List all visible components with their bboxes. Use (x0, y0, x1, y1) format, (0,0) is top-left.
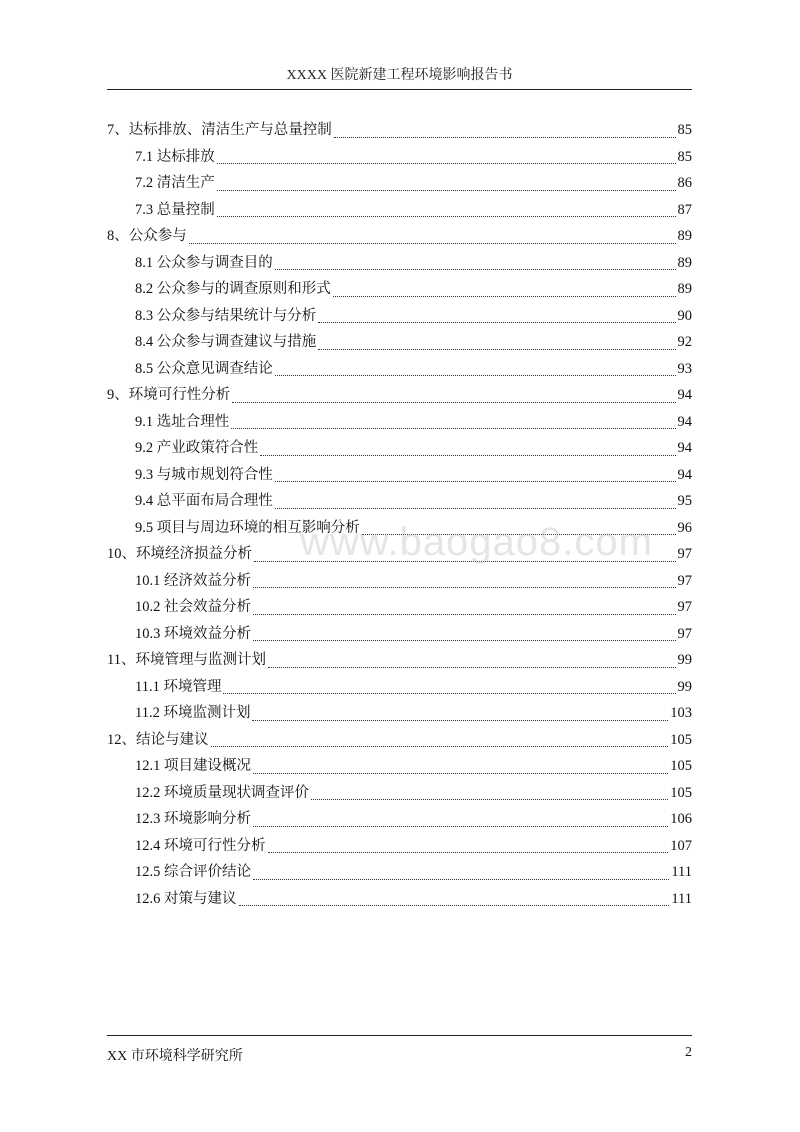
page-header-title: XXXX 医院新建工程环境影响报告书 (286, 68, 513, 83)
toc-dot-leader (275, 250, 676, 270)
toc-entry-page: 87 (677, 201, 692, 218)
toc-entry-label: 9.1 选址合理性 (135, 413, 230, 430)
toc-chapter-entry[interactable] (107, 117, 692, 144)
toc-section-entry[interactable] (107, 144, 692, 171)
toc-entry-label: 7.2 清洁生产 (135, 175, 215, 191)
toc-dot-leader (253, 807, 668, 827)
toc-entry-page: 97 (677, 546, 692, 562)
toc-entry-label: 12、结论与建议 (107, 731, 209, 748)
toc-dot-leader (253, 621, 676, 641)
toc-entry-label: 9.5 项目与周边环境的相互影响分析 (135, 519, 360, 536)
toc-section-entry[interactable] (107, 276, 692, 303)
toc-section-entry[interactable] (107, 621, 692, 648)
toc-entry-label: 8.5 公众意见调查结论 (135, 360, 273, 377)
toc-entry-page: 107 (670, 837, 692, 854)
toc-chapter-entry[interactable] (107, 727, 692, 754)
toc-entry-label: 12.3 环境影响分析 (135, 811, 251, 827)
toc-entry-label: 12.6 对策与建议 (135, 890, 237, 907)
toc-entry-label: 7.3 总量控制 (135, 201, 215, 218)
toc-entry-label: 10.2 社会效益分析 (135, 599, 251, 615)
toc-section-entry[interactable] (107, 197, 692, 224)
toc-section-entry[interactable] (107, 806, 692, 833)
toc-entry-label: 8.4 公众参与调查建议与措施 (135, 334, 317, 350)
toc-entry-label: 11.2 环境监测计划 (135, 705, 251, 721)
table-of-contents (107, 117, 692, 912)
toc-dot-leader (253, 754, 668, 774)
toc-section-entry[interactable] (107, 356, 692, 383)
toc-entry-page: 94 (677, 413, 692, 430)
toc-entry-page: 111 (671, 890, 692, 907)
toc-dot-leader (252, 701, 668, 721)
toc-entry-page: 105 (670, 758, 692, 774)
toc-dot-leader (318, 303, 675, 323)
toc-dot-leader (231, 409, 675, 429)
toc-entry-label: 9.4 总平面布局合理性 (135, 493, 273, 509)
toc-entry-page: 94 (677, 466, 692, 483)
toc-dot-leader (217, 171, 676, 191)
toc-dot-leader (254, 542, 676, 562)
toc-entry-page: 94 (677, 387, 692, 403)
toc-section-entry[interactable] (107, 250, 692, 277)
toc-section-entry[interactable] (107, 780, 692, 807)
toc-dot-leader (333, 277, 676, 297)
toc-entry-label: 12.2 环境质量现状调查评价 (135, 784, 309, 801)
toc-dot-leader (189, 224, 676, 244)
toc-dot-leader (232, 383, 675, 403)
toc-section-entry[interactable] (107, 886, 692, 913)
toc-entry-label: 8.2 公众参与的调查原则和形式 (135, 281, 331, 297)
toc-section-entry[interactable] (107, 435, 692, 462)
toc-section-entry[interactable] (107, 409, 692, 436)
toc-section-entry[interactable] (107, 833, 692, 860)
toc-section-entry[interactable] (107, 303, 692, 330)
toc-entry-page: 89 (677, 228, 692, 244)
toc-section-entry[interactable] (107, 700, 692, 727)
toc-dot-leader (275, 489, 676, 509)
toc-entry-label: 9.2 产业政策符合性 (135, 440, 259, 456)
toc-entry-label: 10.1 经济效益分析 (135, 572, 251, 589)
toc-entry-page: 85 (677, 148, 692, 165)
toc-entry-page: 99 (677, 678, 692, 695)
toc-dot-leader (311, 780, 668, 800)
toc-entry-label: 11、环境管理与监测计划 (107, 652, 266, 668)
toc-entry-page: 94 (677, 440, 692, 456)
toc-entry-page: 95 (677, 493, 692, 509)
toc-chapter-entry[interactable] (107, 541, 692, 568)
footer-page-number: 2 (685, 1045, 692, 1060)
toc-entry-label: 8.1 公众参与调查目的 (135, 254, 273, 271)
toc-dot-leader (211, 727, 669, 747)
toc-entry-label: 12.5 综合评价结论 (135, 864, 251, 880)
toc-chapter-entry[interactable] (107, 382, 692, 409)
toc-entry-page: 97 (677, 572, 692, 589)
toc-entry-label: 9、环境可行性分析 (107, 387, 231, 403)
toc-section-entry[interactable] (107, 329, 692, 356)
toc-chapter-entry[interactable] (107, 647, 692, 674)
toc-dot-leader (318, 330, 675, 350)
toc-dot-leader (253, 860, 669, 880)
toc-dot-leader (275, 462, 676, 482)
toc-entry-page: 89 (677, 281, 692, 297)
toc-entry-page: 99 (677, 652, 692, 668)
toc-dot-leader (275, 356, 676, 376)
toc-entry-page: 97 (677, 599, 692, 615)
toc-dot-leader (260, 436, 675, 456)
toc-entry-label: 7.1 达标排放 (135, 148, 215, 165)
toc-entry-page: 85 (677, 122, 692, 138)
footer-organization: XX 市环境科学研究所 (107, 1049, 243, 1064)
toc-entry-page: 90 (677, 307, 692, 324)
toc-dot-leader (223, 674, 675, 694)
watermark: www.baogao8.com (300, 520, 653, 564)
toc-entry-page: 89 (677, 254, 692, 271)
toc-dot-leader (334, 118, 676, 138)
toc-section-entry[interactable] (107, 462, 692, 489)
toc-entry-label: 7、达标排放、清洁生产与总量控制 (107, 122, 332, 138)
toc-entry-page: 93 (677, 360, 692, 377)
toc-dot-leader (253, 595, 676, 615)
toc-entry-label: 11.1 环境管理 (135, 678, 222, 695)
toc-chapter-entry[interactable] (107, 223, 692, 250)
toc-dot-leader (217, 197, 676, 217)
toc-entry-page: 92 (677, 334, 692, 350)
toc-section-entry[interactable] (107, 488, 692, 515)
toc-dot-leader (253, 568, 676, 588)
toc-section-entry[interactable] (107, 568, 692, 595)
toc-section-entry[interactable] (107, 515, 692, 542)
toc-entry-label: 10.3 环境效益分析 (135, 625, 251, 642)
toc-section-entry[interactable] (107, 594, 692, 621)
toc-entry-label: 8、公众参与 (107, 228, 187, 244)
toc-dot-leader (268, 833, 669, 853)
toc-entry-label: 8.3 公众参与结果统计与分析 (135, 307, 317, 324)
toc-section-entry[interactable] (107, 170, 692, 197)
toc-entry-page: 111 (671, 864, 692, 880)
toc-dot-leader (217, 144, 676, 164)
toc-entry-page: 86 (677, 175, 692, 191)
toc-section-entry[interactable] (107, 859, 692, 886)
footer-divider (107, 1035, 692, 1036)
toc-dot-leader (362, 515, 676, 535)
toc-entry-page: 96 (677, 519, 692, 536)
toc-section-entry[interactable] (107, 753, 692, 780)
toc-entry-page: 106 (670, 811, 692, 827)
header-divider (107, 89, 692, 90)
toc-dot-leader (268, 648, 676, 668)
toc-entry-page: 103 (670, 705, 692, 721)
toc-entry-page: 97 (677, 625, 692, 642)
toc-section-entry[interactable] (107, 674, 692, 701)
toc-entry-label: 10、环境经济损益分析 (107, 546, 252, 562)
toc-entry-page: 105 (670, 784, 692, 801)
toc-entry-label: 12.1 项目建设概况 (135, 758, 251, 774)
toc-entry-label: 9.3 与城市规划符合性 (135, 466, 273, 483)
toc-entry-label: 12.4 环境可行性分析 (135, 837, 266, 854)
toc-entry-page: 105 (670, 731, 692, 748)
toc-dot-leader (239, 886, 670, 906)
